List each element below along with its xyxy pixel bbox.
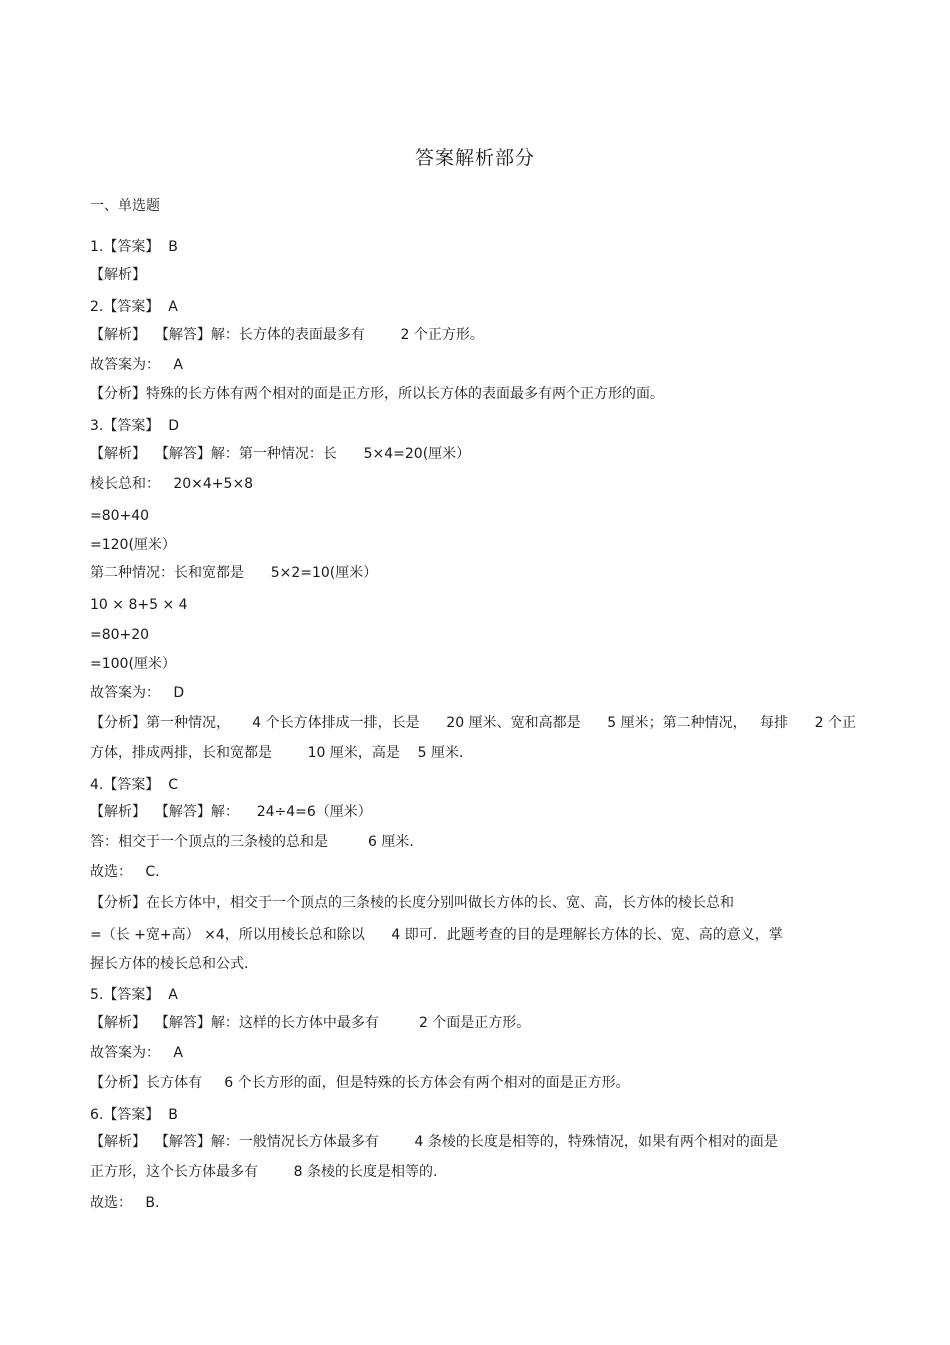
text-line: =80+20 [90, 627, 150, 643]
page-title: 答案解析部分 [414, 147, 535, 169]
text-line: =100(厘米） [90, 656, 176, 672]
text-line: 握长方体的棱长总和公式. [90, 956, 249, 972]
text-line: =80+40 [90, 508, 150, 524]
text-line: 答：相交于一个顶点的三条棱的总和是 6 厘米. [90, 834, 414, 850]
text-line: 一、单选题 [90, 198, 160, 214]
text-line: 【解析】 【解答】解：第一种情况：长 5×4=20(厘米） [90, 446, 471, 462]
text-line: 【分析】第一种情况， 4 个长方体排成一排，长是 20 厘米、宽和高都是 5 厘米；第二种情况， 每排 2 个正 [90, 715, 857, 731]
text-line: =120(厘米） [90, 537, 176, 553]
text-line: 故答案为： D [90, 685, 185, 701]
text-line: 正方形，这个长方体最多有 8 条棱的长度是相等的. [90, 1164, 438, 1180]
text-line: =（长 +宽+高） ×4，所以用棱长总和除以 4 即可．此题考查的目的是理解长方体的长、宽、高的意义，掌 [90, 927, 783, 943]
text-line: 2.【答案】 A [90, 299, 178, 315]
text-line: 6.【答案】 B [90, 1107, 178, 1123]
text-line: 方体，排成两排，长和宽都是 10 厘米，高是 5 厘米． [90, 745, 474, 761]
text-line: 故答案为： A [90, 1045, 183, 1061]
text-line: 1.【答案】 B [90, 239, 178, 255]
text-line: 【分析】特殊的长方体有两个相对的面是正方形，所以长方体的表面最多有两个正方形的面。 [90, 386, 664, 402]
text-line: 故答案为： A [90, 357, 183, 373]
text-line: 第二种情况：长和宽都是 5×2=10(厘米） [90, 565, 378, 581]
text-line: 【解析】 【解答】解：长方体的表面最多有 2 个正方形。 [90, 327, 484, 343]
text-line: 【分析】在长方体中，相交于一个顶点的三条棱的长度分别叫做长方体的长、宽、高，长方体的棱长总和 [90, 895, 734, 911]
text-line: 5.【答案】 A [90, 987, 178, 1003]
text-line: 【分析】长方体有 6 个长方形的面，但是特殊的长方体会有两个相对的面是正方形。 [90, 1075, 630, 1091]
text-line: 故选： B. [90, 1195, 160, 1211]
text-line: 【解析】 【解答】解： 24÷4=6（厘米） [90, 804, 372, 820]
text-line: 10 × 8+5 × 4 [90, 597, 188, 613]
text-line: 4.【答案】 C [90, 777, 179, 793]
text-line: 【解析】 [90, 267, 146, 283]
text-line: 3.【答案】 D [90, 418, 180, 434]
text-line: 【解析】 【解答】解：一般情况长方体最多有 4 条棱的长度是相等的，特殊情况，如果有两个相对的面是 [90, 1134, 778, 1150]
text-line: 棱长总和： 20×4+5×8 [90, 476, 254, 492]
text-line: 【解析】 【解答】解：这样的长方体中最多有 2 个面是正方形。 [90, 1015, 531, 1031]
text-line: 故选： C. [90, 864, 160, 880]
